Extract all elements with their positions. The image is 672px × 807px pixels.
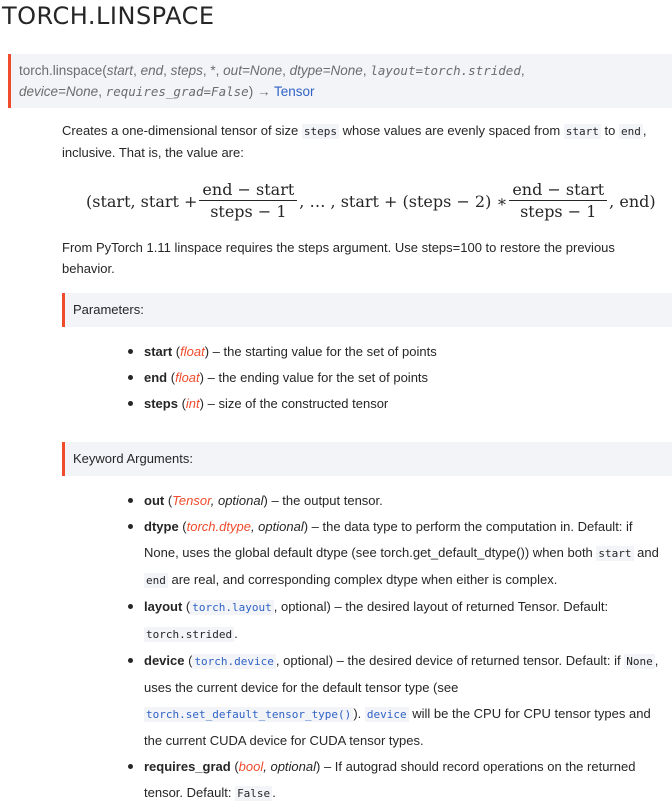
- list-item: dtype (torch.dtype, optional) – the data type to perform the computation in. Default: if None, uses the global default dtype (see torch.get_default_dtype()) when both start and end are real, and corresponding complex dtype when either is complex.: [120, 514, 660, 594]
- fraction-1: $\frac{\text{end − start}}{\text{steps − 1}}$: [199, 180, 297, 223]
- code-steps: steps: [303, 125, 338, 138]
- code-end: end: [620, 125, 641, 138]
- function-name: torch.linspace: [19, 63, 103, 78]
- set-default-tensor-type-link[interactable]: torch.set_default_tensor_type(): [146, 708, 352, 721]
- param-requires-grad: requires_grad=False: [105, 84, 249, 99]
- page-title: TORCH.LINSPACE: [2, 2, 215, 30]
- version-note: From PyTorch 1.11 linspace requires the steps argument. Use steps=100 to restore the previous behavior.: [62, 240, 615, 276]
- param-device: device=None: [19, 84, 99, 99]
- list-item: end (float) – the ending value for the set of points: [120, 365, 660, 391]
- function-signature: torch.linspace(start, end, steps, *, out=None, dtype=None, layout=torch.strided, device=None, requires_grad=False) → Tensor: [8, 54, 672, 108]
- return-type-link[interactable]: Tensor: [273, 84, 315, 99]
- torch-device-link[interactable]: torch.device: [194, 655, 274, 668]
- list-item: layout ( torch.layout , optional) – the desired layout of returned Tensor. Default: torch.strided .: [120, 594, 660, 648]
- list-item: device ( torch.device , optional) – the desired device of returned tensor. Default: if None , uses the current device for the default tensor type (see torch.set_default_tensor_type() ). device will be the CPU for CPU tensor types and the current CUDA device for CUDA tensor types.: [120, 648, 660, 754]
- return-arrow: →: [253, 84, 274, 99]
- list-item: requires_grad (bool, optional) – If autograd should record operations on the returned tensor. Default: False .: [120, 754, 660, 807]
- param-layout: layout=torch.strided: [370, 63, 521, 78]
- parameters-heading: Parameters:: [62, 293, 672, 327]
- param-steps: steps: [170, 63, 203, 78]
- keyword-arguments-heading: Keyword Arguments:: [62, 442, 672, 476]
- param-dtype: dtype=None: [289, 63, 363, 78]
- linspace-formula: (start, start + $\frac{\text{end − start}}{\text{steps − 1}}$ , … , start + (steps − 2) ∗ $\frac{\text{end − start}}{\text{steps − 1}}$ , end): [86, 179, 656, 221]
- param-start: start: [106, 63, 134, 78]
- description: Creates a one-dimensional tensor of size steps whose values are evenly spaced from start to end , inclusive. That is, the value are:: [62, 123, 647, 160]
- code-start: start: [565, 125, 599, 138]
- torch-layout-link[interactable]: torch.layout: [192, 601, 272, 614]
- device-link[interactable]: device: [366, 708, 407, 721]
- keyword-arguments-list: [120, 488, 660, 807]
- fraction-2: $\frac{\text{end − start}}{\text{steps − 1}}$: [509, 180, 607, 223]
- list-item: out (Tensor, optional) – the output tensor.: [120, 488, 660, 514]
- parameters-list: [120, 339, 660, 417]
- list-item: start (float) – the starting value for the set of points: [120, 339, 660, 365]
- list-item: steps (int) – size of the constructed tensor: [120, 391, 660, 417]
- param-out: out=None: [223, 63, 283, 78]
- param-end: end: [140, 63, 164, 78]
